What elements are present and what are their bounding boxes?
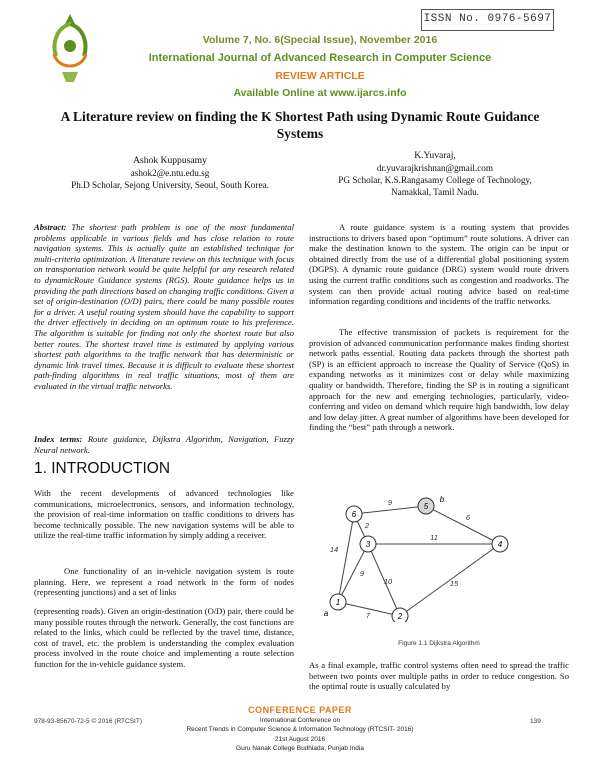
author-1-email: ashok2@e.ntu.edu.sg <box>130 168 210 178</box>
online-availability: Available Online at www.ijarcs.info <box>233 87 407 99</box>
abstract-text: The shortest path problem is one of the most fundamental problems applicable in various fields and has close relation to route navigation systems. This is actually quite an established technique for multi-criteria optimization. A literature review on this technique with focus on transportation network would be quite helpful for any research related to dynamicRoute Guidance systems (RGS). Route guidance helps us in providing the path directions based on changing traffic conditions. Given a set of origin-destination (O/D) pairs, there could be many possible routes for a driver. A useful routing system should have the capability to support the driver effectively in deciding on an optimum route to his preference. The algorithm is suitable for finding not only the shortest route but also better routes. The shortest travel time is estimated by applying various shortest path algorithms to the traffic network that has deterministic or dynamic link travel times. Because it is difficult to evaluate these shortest path-finding algorithms in real traffic situations, most of them are evaluated in the virtual traffic networks. <box>34 222 294 391</box>
node-4-label: 4 <box>497 540 503 549</box>
article-type: REVIEW ARTICLE <box>275 70 365 82</box>
node-3-label: 3 <box>365 540 371 549</box>
node-tag-b: b <box>439 495 445 504</box>
volume-line: Volume 7, No. 6(Special Issue), November 2016 <box>202 34 438 46</box>
author-1-block <box>40 155 300 191</box>
figure-caption: Figure 1.1 Dijkstra Algorithm <box>398 640 480 647</box>
page-number: 139 <box>530 718 541 725</box>
abstract <box>34 222 294 392</box>
edge-6-1 <box>338 514 354 602</box>
graph-nodes <box>330 498 508 622</box>
right-paragraph-3: As a final example, traffic control systems often need to spread the traffic between two points over multiple paths in order to reduce congestion. So the optimal route is usually calculated by <box>309 660 569 692</box>
index-terms <box>34 434 294 455</box>
issn-box: ISSN No. 0976-5697 <box>421 9 554 31</box>
intro-paragraph-3: (representing roads). Given an origin-destination (O/D) pair, there could be many possible routes through the network. Generally, the cost functions are related to the links, which could be reflected by the travel time, distance, cost of travel, etc. the problem is understanding the complex evaluation process involved in the route choice and implementing a route selection function for the in-vehicle guidance system. <box>34 606 294 669</box>
index-terms-label: Index terms: <box>34 434 83 444</box>
conference-date: 21st August 2016 <box>274 735 326 743</box>
abstract-label: Abstract: <box>34 222 67 232</box>
edge-weight-5-4: 6 <box>465 513 471 522</box>
edge-weight-6-1: 14 <box>329 545 339 554</box>
author-1-affiliation: Ph.D Scholar, Sejong University, Seoul, South Korea. <box>71 180 269 190</box>
author-1-name: Ashok Kuppusamy <box>133 155 207 166</box>
edge-weight-6-3: 2 <box>364 521 370 530</box>
author-2-affiliation: PG Scholar, K.S.Rangasamy College of Technology, <box>338 175 532 185</box>
edge-weight-1-2: 7 <box>365 611 371 620</box>
edge-weight-1-3: 9 <box>359 569 365 578</box>
node-tag-a: a <box>323 609 329 618</box>
edge-weight-6-5: 9 <box>387 498 393 507</box>
conference-paper-label: CONFERENCE PAPER <box>248 705 352 715</box>
section-heading-introduction: 1. INTRODUCTION <box>34 460 171 477</box>
edge-weight-3-2: 10 <box>383 577 393 586</box>
author-2-location: Namakkal, Tamil Nadu. <box>391 187 479 197</box>
right-paragraph-2: The effective transmission of packets is requirement for the provision of advanced communication performance makes finding shortest network paths essential. Routing data packets through the shortest path (SP) is an efficient approach to increase the Quality of Service (QoS) in expanding networks as it minimizes cost or delay while maximizing quality or bandwidth. Therefore, finding the SP is in routing a significant approach for the new and emerging technologies, particularly, video-conferring and video on demand which require high bandwidth, low delay and low delay jitter. A great number of algorithms have been developed for finding the “best” path through a network. <box>309 327 569 433</box>
intro-paragraph-2: One functionality of an in-vehicle navigation system is route planning. Here, we represent a road network in the form of nodes (representing junctions) and a set of links <box>34 566 294 598</box>
footer-conference <box>150 706 450 754</box>
conference-full-name: Recent Trends in Computer Science & Information Technology (RTCSIT- 2016) <box>186 726 414 733</box>
right-paragraph-1: A route guidance system is a routing system that provides instructions to drivers based upon “optimum” route solutions. A driver can make the destination known to the system. The origin can be input or obtained directly from the use of a differential global positioning system (DGPS). A dynamic route guidance (DRG) system would route drivers using the current traffic conditions such as congestion and roadworks. The system can then provide actual routing advice based on real-time information regarding conditions and incidents of the traffic networks. <box>309 222 569 307</box>
paper-title: A Literature review on finding the K Shortest Path using Dynamic Route Guidance Systems <box>60 109 540 141</box>
index-terms-text: Route guidance, Dijkstra Algorithm, Navigation, Fuzzy Neural network. <box>34 434 294 455</box>
dijkstra-graph-figure <box>318 492 558 622</box>
node-2-label: 2 <box>397 612 403 621</box>
ijarcs-logo <box>40 10 100 90</box>
intro-paragraph-1: With the recent developments of advanced technologies like communications, microelectronics, sensors, and information technology, the provision of real-time information on traffic conditions to drivers has become technically possible. The new navigation systems will be able to utilize the real-time traffic information by simply adding a receiver. <box>34 488 294 541</box>
journal-name: International Journal of Advanced Research in Computer Science <box>148 52 492 64</box>
author-2-block <box>310 150 560 198</box>
edge-weight-3-4: 11 <box>430 533 438 542</box>
node-1-label: 1 <box>335 598 341 607</box>
footer-isbn: 978-93-85670-72-5 © 2016 (RTCSIT) <box>34 718 143 725</box>
conference-venue: Guru Nanak College Budhlada, Punjab India <box>236 745 364 752</box>
node-5-label: 5 <box>423 502 429 511</box>
node-6-label: 6 <box>351 510 357 519</box>
conference-name: International Conference on <box>259 716 341 724</box>
edge-6-5 <box>354 506 426 514</box>
author-2-name: K.Yuvaraj, <box>414 150 456 161</box>
edge-weight-2-4: 15 <box>449 579 459 588</box>
author-2-email: dr.yuvarajkrishnan@gmail.com <box>376 163 494 173</box>
